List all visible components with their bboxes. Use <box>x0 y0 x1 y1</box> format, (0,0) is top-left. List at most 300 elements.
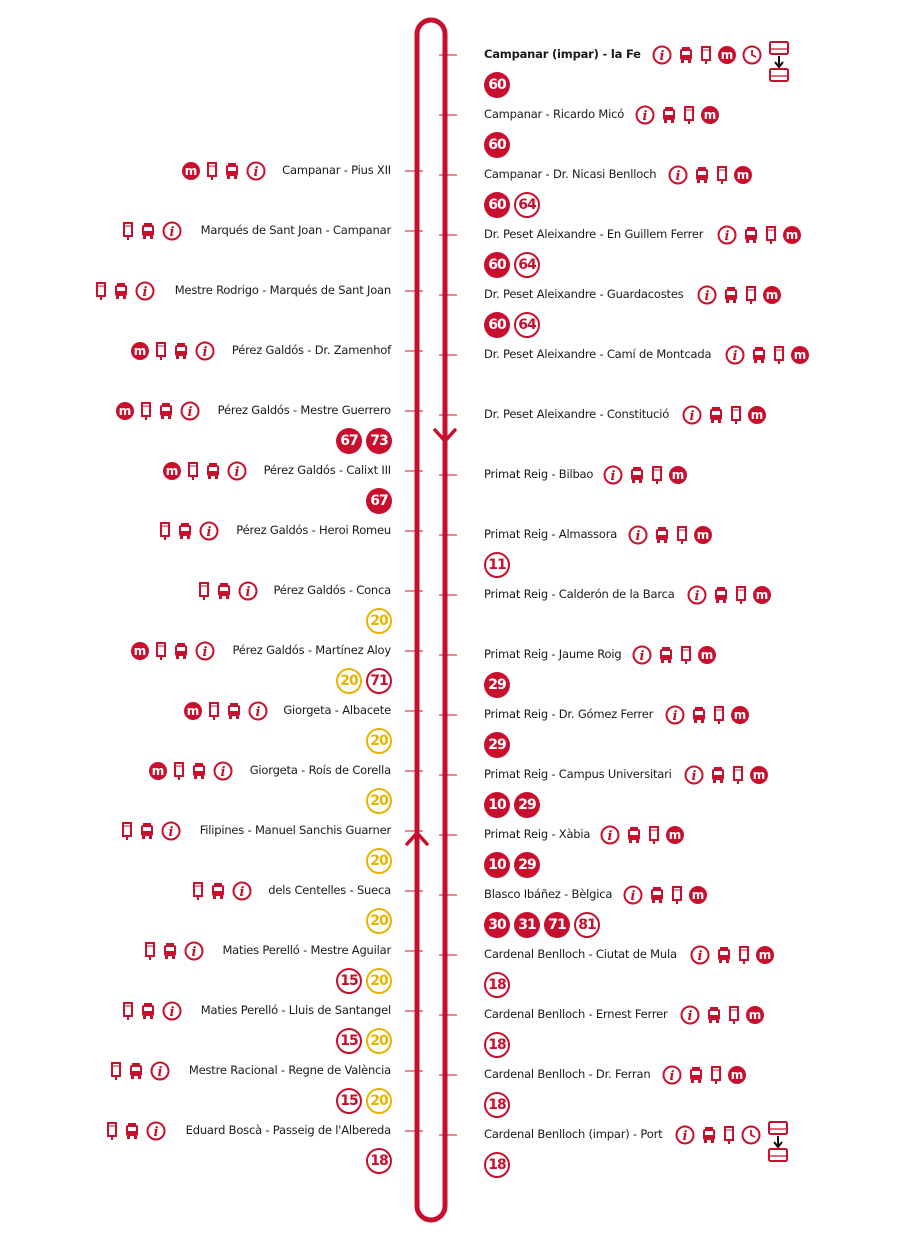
svg-text:i: i <box>168 825 174 840</box>
line-badge[interactable]: 64 <box>514 312 540 338</box>
stop-services <box>632 644 716 666</box>
tram-icon[interactable] <box>139 822 155 840</box>
tram-icon[interactable] <box>723 286 739 304</box>
svg-text:m: m <box>133 344 146 358</box>
svg-text:i: i <box>220 765 225 780</box>
svg-text:i: i <box>635 529 641 544</box>
stop-name[interactable]: Pérez Galdós - Calixt III <box>263 463 391 477</box>
info-icon[interactable] <box>213 761 233 781</box>
svg-text:m: m <box>765 288 779 302</box>
stop-services <box>697 284 781 306</box>
info-icon[interactable] <box>199 521 219 541</box>
stop-name[interactable]: Primat Reig - Calderón de la Barca <box>484 587 675 601</box>
stop-name[interactable]: Campanar - Dr. Nicasi Benlloch <box>484 167 657 181</box>
stop-name[interactable]: Pérez Galdós - Conca <box>273 583 391 597</box>
bus-stop-sign-icon[interactable] <box>106 1121 118 1141</box>
info-icon[interactable] <box>180 401 200 421</box>
tram-icon[interactable] <box>191 762 207 780</box>
line-badge[interactable]: 71 <box>544 912 570 938</box>
bus-stop-sign-icon[interactable] <box>680 645 692 665</box>
bus-lines <box>366 788 392 814</box>
bus-stop-sign-icon[interactable] <box>173 761 185 781</box>
bus-stop-sign-icon[interactable] <box>187 461 199 481</box>
stop-services <box>717 224 801 246</box>
line-badge[interactable]: 20 <box>366 848 392 874</box>
info-icon[interactable] <box>717 225 737 245</box>
stop-name[interactable]: dels Centelles - Sueca <box>268 883 391 897</box>
svg-text:i: i <box>142 285 148 300</box>
info-icon[interactable] <box>246 161 266 181</box>
metro-icon[interactable] <box>184 702 202 720</box>
bus-stop-sign-icon[interactable] <box>192 881 204 901</box>
line-badge[interactable]: 67 <box>336 428 362 454</box>
line-badge[interactable]: 60 <box>484 132 510 158</box>
stop-services <box>725 344 809 366</box>
bus-lines <box>484 912 600 938</box>
stop-name[interactable]: Eduard Boscà - Passeig de l'Albereda <box>185 1123 391 1137</box>
stop-services <box>600 824 684 846</box>
bus-stop-sign-icon[interactable] <box>110 1061 122 1081</box>
info-icon[interactable] <box>227 461 247 481</box>
line-badge[interactable]: 20 <box>366 1088 392 1114</box>
tram-icon[interactable] <box>688 1066 704 1084</box>
svg-text:i: i <box>682 1129 688 1144</box>
svg-text:i: i <box>191 945 197 960</box>
svg-text:m: m <box>185 164 198 178</box>
info-icon[interactable] <box>628 525 648 545</box>
stop-services <box>662 1064 746 1086</box>
svg-text:i: i <box>154 1125 159 1140</box>
bus-stop-sign-icon[interactable] <box>683 105 695 125</box>
bus-stop-sign-icon[interactable] <box>198 581 210 601</box>
line-badge[interactable]: 73 <box>366 428 392 454</box>
bus-stop-sign-icon[interactable] <box>716 165 728 185</box>
line-badge[interactable]: 18 <box>484 972 510 998</box>
metro-icon[interactable] <box>783 226 801 244</box>
stop-name[interactable]: Mestre Rodrigo - Marqués de Sant Joan <box>174 283 391 297</box>
info-icon[interactable] <box>150 1061 170 1081</box>
bus-lines <box>484 132 510 158</box>
tram-icon[interactable] <box>210 882 226 900</box>
info-icon[interactable] <box>248 701 268 721</box>
metro-icon[interactable] <box>748 406 766 424</box>
stop-name[interactable]: Pérez Galdós - Heroi Romeu <box>236 523 391 537</box>
info-icon[interactable] <box>600 825 620 845</box>
info-icon[interactable] <box>635 105 655 125</box>
bus-lines <box>484 972 510 998</box>
stop-services <box>131 340 215 362</box>
info-icon[interactable] <box>682 405 702 425</box>
tram-icon[interactable] <box>694 166 710 184</box>
info-icon[interactable] <box>135 281 155 301</box>
line-badge[interactable]: 15 <box>336 968 362 994</box>
info-icon[interactable] <box>697 285 717 305</box>
line-badge[interactable]: 20 <box>366 608 392 634</box>
tram-icon[interactable] <box>113 282 129 300</box>
line-badge[interactable]: 20 <box>366 968 392 994</box>
svg-text:m: m <box>733 708 747 722</box>
svg-text:i: i <box>630 889 636 904</box>
line-badge[interactable]: 29 <box>514 792 540 818</box>
line-badge[interactable]: 29 <box>514 852 540 878</box>
bus-stop-sign-icon[interactable] <box>651 465 663 485</box>
stop-name[interactable]: Primat Reig - Bilbao <box>484 467 594 481</box>
stop-services <box>665 704 749 726</box>
metro-icon[interactable] <box>131 342 149 360</box>
bus-stop-sign-icon[interactable] <box>713 705 725 725</box>
stop-services <box>684 764 768 786</box>
stop-name[interactable]: Pérez Galdós - Dr. Zamenhof <box>231 343 391 357</box>
bus-lines <box>366 728 392 754</box>
bus-lines <box>484 552 510 578</box>
info-icon[interactable] <box>687 585 707 605</box>
down-arrow-icon <box>435 412 455 441</box>
stop-name[interactable]: Cardenal Benlloch - Ciutat de Mula <box>484 947 677 961</box>
svg-text:i: i <box>245 585 250 600</box>
info-icon[interactable] <box>632 645 652 665</box>
stop-services <box>144 940 204 962</box>
svg-text:m: m <box>748 1008 762 1022</box>
bus-lines <box>484 192 540 218</box>
stop-name[interactable]: Campanar - Pius XII <box>282 163 391 177</box>
bus-lines <box>336 1028 392 1054</box>
svg-text:i: i <box>694 589 700 604</box>
tram-icon[interactable] <box>649 886 665 904</box>
bus-stop-sign-icon[interactable] <box>122 1001 134 1021</box>
stop-services <box>106 1120 166 1142</box>
metro-icon[interactable] <box>731 706 749 724</box>
metro-icon[interactable] <box>116 402 134 420</box>
bus-stop-sign-icon[interactable] <box>206 161 218 181</box>
metro-icon[interactable] <box>701 106 719 124</box>
bus-stop-sign-icon[interactable] <box>676 525 688 545</box>
info-icon[interactable] <box>184 941 204 961</box>
svg-text:i: i <box>239 885 245 900</box>
info-icon[interactable] <box>623 885 643 905</box>
bus-stop-sign-icon[interactable] <box>155 641 167 661</box>
line-badge[interactable]: 64 <box>514 192 540 218</box>
tram-icon[interactable] <box>716 946 732 964</box>
stop-services <box>121 820 181 842</box>
bus-lines <box>336 968 392 994</box>
metro-icon[interactable] <box>756 946 774 964</box>
metro-icon[interactable] <box>694 526 712 544</box>
bus-stop-sign-icon[interactable] <box>95 281 107 301</box>
bus-stop-sign-icon[interactable] <box>700 45 712 65</box>
stop-services <box>116 400 200 422</box>
line-badge[interactable]: 18 <box>366 1148 392 1174</box>
svg-text:i: i <box>642 109 648 124</box>
stop-name[interactable]: Pérez Galdós - Mestre Guerrero <box>217 403 391 417</box>
stop-name[interactable]: Marqués de Sant Joan - Campanar <box>200 223 391 237</box>
tram-icon[interactable] <box>691 706 707 724</box>
info-icon[interactable] <box>195 641 215 661</box>
metro-icon[interactable] <box>149 762 167 780</box>
line-badge[interactable]: 31 <box>514 912 540 938</box>
bus-lines <box>484 252 540 278</box>
stop-name[interactable]: Dr. Peset Aleixandre - En Guillem Ferrer <box>484 227 704 241</box>
line-badge[interactable]: 30 <box>484 912 510 938</box>
bus-stop-sign-icon[interactable] <box>735 585 747 605</box>
tram-icon[interactable] <box>128 1062 144 1080</box>
stop-services <box>163 460 247 482</box>
svg-text:i: i <box>639 649 645 664</box>
bus-stop-sign-icon[interactable] <box>723 1125 735 1145</box>
stop-name[interactable]: Pérez Galdós - Martínez Aloy <box>232 643 391 657</box>
svg-text:i: i <box>234 465 240 480</box>
stop-name[interactable]: Filipines - Manuel Sanchis Guarner <box>199 823 391 837</box>
clock-icon[interactable] <box>741 1125 761 1145</box>
bus-stop-sign-icon[interactable] <box>671 885 683 905</box>
tram-icon[interactable] <box>173 342 189 360</box>
bus-lines <box>366 908 392 934</box>
stop-services <box>628 524 712 546</box>
tram-icon[interactable] <box>710 766 726 784</box>
stop-name[interactable]: Dr. Peset Aleixandre - Guardacostes <box>484 287 684 301</box>
svg-text:m: m <box>703 108 717 122</box>
info-icon[interactable] <box>146 1121 166 1141</box>
line-badge[interactable]: 20 <box>366 788 392 814</box>
line-badge[interactable]: 64 <box>514 252 540 278</box>
metro-icon[interactable] <box>734 166 752 184</box>
metro-icon[interactable] <box>746 1006 764 1024</box>
metro-icon[interactable] <box>763 286 781 304</box>
line-badge[interactable]: 20 <box>366 1028 392 1054</box>
svg-text:m: m <box>186 704 199 718</box>
metro-icon[interactable] <box>718 46 736 64</box>
stop-services <box>652 44 790 66</box>
tram-icon[interactable] <box>708 406 724 424</box>
clock-icon[interactable] <box>742 45 762 65</box>
stop-name[interactable]: Blasco Ibáñez - Bèlgica <box>484 887 613 901</box>
stop-name[interactable]: Giorgeta - Albacete <box>283 703 391 717</box>
stop-name[interactable]: Dr. Peset Aleixandre - Camí de Montcada <box>484 347 712 361</box>
svg-text:m: m <box>736 168 750 182</box>
line-badge[interactable]: 60 <box>484 72 510 98</box>
tram-icon[interactable] <box>162 942 178 960</box>
stop-name[interactable]: Maties Perelló - Lluis de Santangel <box>200 1003 391 1017</box>
tram-icon[interactable] <box>177 522 193 540</box>
info-icon[interactable] <box>662 1065 682 1085</box>
tram-icon[interactable] <box>140 1002 156 1020</box>
stop-name[interactable]: Primat Reig - Jaume Roig <box>484 647 622 661</box>
bus-lines <box>484 1152 510 1178</box>
info-icon[interactable] <box>195 341 215 361</box>
bus-stop-sign-icon[interactable] <box>773 345 785 365</box>
line-badge[interactable]: 60 <box>484 312 510 338</box>
line-badge[interactable]: 18 <box>484 1152 510 1178</box>
info-icon[interactable] <box>680 1005 700 1025</box>
stop-name[interactable]: Campanar - Ricardo Micó <box>484 107 625 121</box>
bus-stop-sign-icon[interactable] <box>732 765 744 785</box>
stop-name[interactable]: Primat Reig - Campus Universitari <box>484 767 672 781</box>
bus-stop-sign-icon[interactable] <box>738 945 750 965</box>
line-badge[interactable]: 60 <box>484 252 510 278</box>
stop-services <box>680 1004 764 1026</box>
stop-name[interactable]: Primat Reig - Almassora <box>484 527 618 541</box>
stop-services <box>668 164 752 186</box>
bus-stop-sign-icon[interactable] <box>159 521 171 541</box>
info-icon[interactable] <box>652 45 672 65</box>
line-badge[interactable]: 10 <box>484 792 510 818</box>
metro-icon[interactable] <box>728 1066 746 1084</box>
bus-stop-sign-icon[interactable] <box>208 701 220 721</box>
metro-icon[interactable] <box>666 826 684 844</box>
tram-icon[interactable] <box>216 582 232 600</box>
svg-text:i: i <box>687 1009 693 1024</box>
bus-stop-sign-icon[interactable] <box>745 285 757 305</box>
metro-icon[interactable] <box>669 466 687 484</box>
svg-text:i: i <box>202 345 207 360</box>
svg-text:i: i <box>253 165 259 180</box>
bus-lines <box>484 1092 510 1118</box>
info-icon[interactable] <box>238 581 258 601</box>
tram-icon[interactable] <box>173 642 189 660</box>
tram-icon[interactable] <box>140 222 156 240</box>
svg-text:i: i <box>157 1065 163 1080</box>
stop-name[interactable]: Campanar (impar) - la Fe <box>484 47 641 61</box>
stop-name[interactable]: Cardenal Benlloch - Dr. Ferran <box>484 1067 651 1081</box>
tram-icon[interactable] <box>661 106 677 124</box>
stop-name[interactable]: Maties Perelló - Mestre Aguilar <box>222 943 391 957</box>
metro-icon[interactable] <box>750 766 768 784</box>
stop-services <box>682 404 766 426</box>
stop-name[interactable]: Primat Reig - Xàbia <box>484 827 591 841</box>
bus-stop-sign-icon[interactable] <box>122 221 134 241</box>
svg-text:i: i <box>691 769 697 784</box>
line-badge[interactable]: 15 <box>336 1088 362 1114</box>
info-icon[interactable] <box>684 765 704 785</box>
line-badge[interactable]: 10 <box>484 852 510 878</box>
info-icon[interactable] <box>675 1125 695 1145</box>
bus-stop-sign-icon[interactable] <box>728 1005 740 1025</box>
tram-icon[interactable] <box>751 346 767 364</box>
stop-services <box>690 944 774 966</box>
stop-services <box>95 280 155 302</box>
stop-services <box>159 520 219 542</box>
svg-text:m: m <box>752 768 766 782</box>
tram-icon[interactable] <box>224 162 240 180</box>
tram-icon[interactable] <box>654 526 670 544</box>
line-badge[interactable]: 20 <box>366 728 392 754</box>
info-icon[interactable] <box>162 221 182 241</box>
stop-services <box>131 640 215 662</box>
line-badge[interactable]: 18 <box>484 1032 510 1058</box>
tram-icon[interactable] <box>743 226 759 244</box>
tram-icon[interactable] <box>701 1126 717 1144</box>
line-badge[interactable]: 15 <box>336 1028 362 1054</box>
line-badge[interactable]: 29 <box>484 672 510 698</box>
bus-stop-sign-icon[interactable] <box>121 821 133 841</box>
stop-services <box>110 1060 170 1082</box>
svg-text:m: m <box>700 648 714 662</box>
bus-stop-sign-icon[interactable] <box>144 941 156 961</box>
stop-services <box>149 760 233 782</box>
line-badge[interactable]: 18 <box>484 1092 510 1118</box>
tram-icon[interactable] <box>626 826 642 844</box>
line-badge[interactable]: 81 <box>574 912 600 938</box>
metro-icon[interactable] <box>689 886 707 904</box>
bus-stop-sign-icon[interactable] <box>648 825 660 845</box>
bus-lines <box>366 608 392 634</box>
bus-transfer-icon[interactable] <box>768 41 790 87</box>
info-icon[interactable] <box>232 881 252 901</box>
line-badge[interactable]: 20 <box>336 668 362 694</box>
svg-text:m: m <box>696 528 710 542</box>
bus-stop-sign-icon[interactable] <box>730 405 742 425</box>
svg-text:m: m <box>750 408 764 422</box>
info-icon[interactable] <box>725 345 745 365</box>
tram-icon[interactable] <box>205 462 221 480</box>
line-badge[interactable]: 20 <box>366 908 392 934</box>
line-badge[interactable]: 71 <box>366 668 392 694</box>
bus-lines <box>484 792 540 818</box>
svg-text:i: i <box>697 949 703 964</box>
svg-text:m: m <box>133 644 147 658</box>
metro-icon[interactable] <box>698 646 716 664</box>
metro-icon[interactable] <box>182 162 200 180</box>
tram-icon[interactable] <box>678 46 694 64</box>
bus-stop-sign-icon[interactable] <box>140 401 152 421</box>
stop-name[interactable]: Cardenal Benlloch (impar) - Port <box>484 1127 663 1141</box>
svg-text:m: m <box>720 48 734 62</box>
line-badge[interactable]: 11 <box>484 552 510 578</box>
bus-stop-sign-icon[interactable] <box>765 225 777 245</box>
stop-services <box>675 1124 789 1146</box>
svg-text:i: i <box>675 169 681 184</box>
metro-icon[interactable] <box>791 346 809 364</box>
line-badge[interactable]: 29 <box>484 732 510 758</box>
tram-icon[interactable] <box>658 646 674 664</box>
info-icon[interactable] <box>665 705 685 725</box>
line-badge[interactable]: 60 <box>484 192 510 218</box>
tram-icon[interactable] <box>124 1122 140 1140</box>
line-badge[interactable]: 67 <box>366 488 392 514</box>
bus-stop-sign-icon[interactable] <box>155 341 167 361</box>
bus-lines <box>484 852 540 878</box>
info-icon[interactable] <box>690 945 710 965</box>
stop-name[interactable]: Mestre Racional - Regne de València <box>188 1063 391 1077</box>
stop-name[interactable]: Dr. Peset Aleixandre - Constitució <box>484 407 670 421</box>
bus-stop-sign-icon[interactable] <box>710 1065 722 1085</box>
svg-text:m: m <box>118 404 131 418</box>
tram-icon[interactable] <box>629 466 645 484</box>
tram-icon[interactable] <box>158 402 174 420</box>
info-icon[interactable] <box>668 165 688 185</box>
stop-name[interactable]: Giorgeta - Roís de Corella <box>249 763 391 777</box>
info-icon[interactable] <box>603 465 623 485</box>
metro-icon[interactable] <box>753 586 771 604</box>
info-icon[interactable] <box>161 821 181 841</box>
stop-name[interactable]: Primat Reig - Dr. Gómez Ferrer <box>484 707 654 721</box>
svg-text:m: m <box>151 764 164 778</box>
bus-lines <box>484 72 510 98</box>
svg-text:m: m <box>785 228 799 242</box>
svg-text:m: m <box>755 588 769 602</box>
tram-icon[interactable] <box>226 702 242 720</box>
svg-text:i: i <box>206 525 212 540</box>
stop-services <box>623 884 707 906</box>
metro-icon[interactable] <box>163 462 181 480</box>
info-icon[interactable] <box>162 1001 182 1021</box>
tram-icon[interactable] <box>706 1006 722 1024</box>
tram-icon[interactable] <box>713 586 729 604</box>
metro-icon[interactable] <box>131 642 149 660</box>
bus-lines <box>336 668 392 694</box>
route-track <box>417 20 445 1220</box>
bus-transfer-icon[interactable] <box>767 1121 789 1167</box>
stop-name[interactable]: Cardenal Benlloch - Ernest Ferrer <box>484 1007 668 1021</box>
